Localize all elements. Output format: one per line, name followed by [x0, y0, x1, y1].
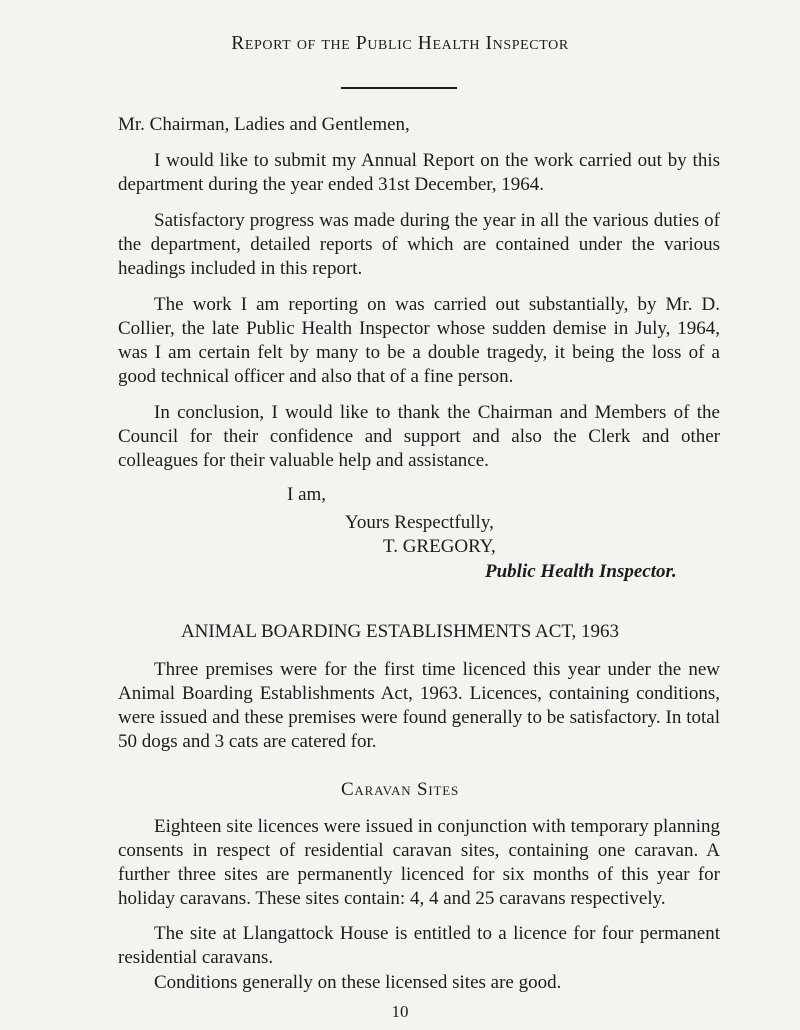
caravan-paragraph-3: Conditions generally on these licensed sites are good.	[154, 972, 562, 993]
salutation: Mr. Chairman, Ladies and Gentlemen,	[118, 114, 410, 135]
closing-line-1: I am,	[287, 484, 327, 505]
caravan-sites-heading: Caravan Sites	[340, 779, 460, 800]
animal-boarding-heading: ANIMAL BOARDING ESTABLISHMENTS ACT, 1963	[180, 621, 620, 642]
caravan-paragraph-1: Eighteen site licences were issued in conjunction with temporary planning consents in respect of residential caravan sites, containing one caravan. A further three sites are permanently licenced for six months of this year for holiday caravans. These sites contain: 4, 4 and 25 caravans respectively.	[118, 816, 720, 909]
caravan-paragraph-2: The site at Llangattock House is entitled to a licence for four permanent residential caravans.	[118, 923, 720, 968]
letter-paragraph-1: I would like to submit my Annual Report on the work carried out by this department during the year ended 31st December, 1964.	[118, 150, 720, 195]
signatory-name: T. GREGORY,	[383, 536, 496, 557]
signatory-role: Public Health Inspector.	[485, 561, 677, 582]
page-number: 10	[391, 1002, 409, 1021]
animal-boarding-paragraph: Three premises were for the first time licenced this year under the new Animal Boarding Establishments Act, 1963. Licences, containing conditions, were issued and these premises were found generally to be satisfactory. In total 50 dogs and 3 cats are catered for.	[118, 659, 720, 752]
page-title: Report of the Public Health Inspector	[231, 33, 569, 54]
closing-line-2: Yours Respectfully,	[345, 512, 494, 533]
letter-paragraph-3: The work I am reporting on was carried out substantially, by Mr. D. Collier, the late Public Health Inspector whose sudden demise in July, 1964, was I am certain felt by many to be a double tragedy, it being the loss of a good technical officer and also that of a fine person.	[118, 294, 720, 387]
title-divider	[341, 87, 457, 89]
letter-paragraph-4: In conclusion, I would like to thank the Chairman and Members of the Council for their confidence and support and also the Clerk and other colleagues for their valuable help and assistance.	[118, 402, 720, 471]
letter-paragraph-2: Satisfactory progress was made during the year in all the various duties of the department, detailed reports of which are contained under the various headings included in this report.	[118, 210, 720, 279]
